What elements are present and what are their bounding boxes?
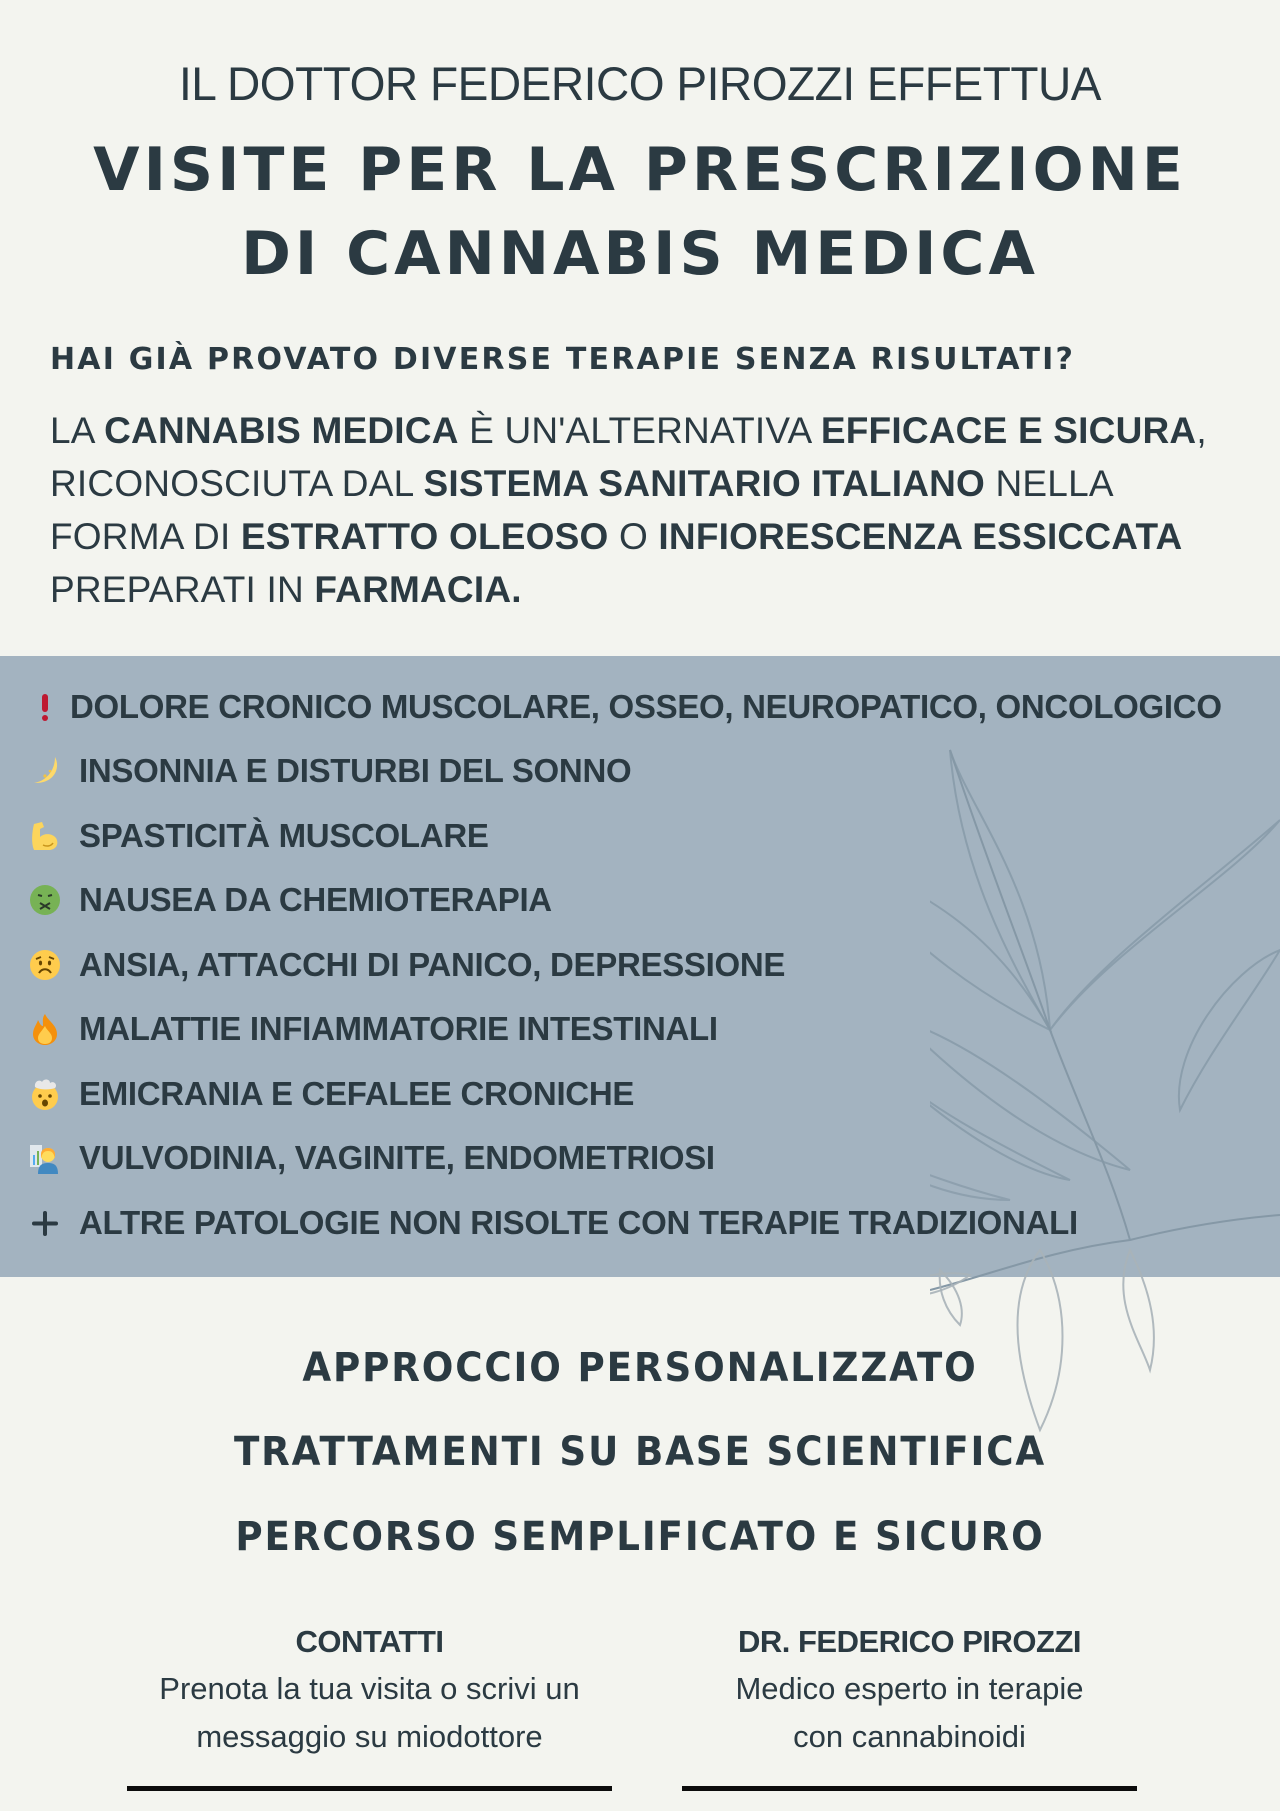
condition-item: INSONNIA E DISTURBI DEL SONNO: [0, 750, 1280, 798]
contacts-block: [127, 1622, 612, 1761]
body-line-4: [50, 568, 522, 612]
body-text: RICONOSCIUTA DAL: [50, 463, 424, 504]
condition-item: NAUSEA DA CHEMIOTERAPIA: [0, 879, 1280, 927]
question-heading: HAI GIÀ PROVATO DIVERSE TERAPIE SENZA RISULTATI?: [50, 342, 1076, 377]
plus-icon: [28, 1206, 62, 1240]
contacts-divider: [127, 1786, 612, 1791]
body-text: PREPARATI IN: [50, 569, 315, 610]
emphasis-text: FARMACIA.: [314, 569, 522, 610]
doctor-line-1: Medico esperto in terapie: [735, 1671, 1084, 1706]
body-line-1: [50, 409, 1207, 453]
exploding-head-icon: [28, 1077, 62, 1111]
condition-item: VULVODINIA, VAGINITE, ENDOMETRIOSI: [0, 1137, 1280, 1185]
emphasis-text: ESTRATTO OLEOSO: [240, 516, 609, 557]
conditions-band: [0, 656, 1280, 1277]
benefit-2: TRATTAMENTI SU BASE SCIENTIFICA: [233, 1429, 1047, 1475]
body-line-2: [50, 462, 1114, 506]
emphasis-text: EFFICACE E SICURA: [820, 410, 1197, 451]
contacts-heading: CONTATTI: [295, 1624, 444, 1659]
emphasis-text: CANNABIS MEDICA: [104, 410, 459, 451]
benefit-3: PERCORSO SEMPLIFICATO E SICURO: [235, 1514, 1045, 1560]
emphasis-text: SISTEMA SANITARIO ITALIANO: [423, 463, 986, 504]
title-line-2: DI CANNABIS MEDICA: [241, 219, 1039, 289]
body-text: È UN'ALTERNATIVA: [458, 410, 821, 451]
flexed-biceps-icon: [28, 819, 62, 853]
condition-item: MALATTIE INFIAMMATORIE INTESTINALI: [0, 1008, 1280, 1056]
condition-item: DOLORE CRONICO MUSCOLARE, OSSEO, NEUROPATICO, ONCOLOGICO: [0, 686, 1280, 734]
condition-item: SPASTICITÀ MUSCOLARE: [0, 815, 1280, 863]
condition-item: EMICRANIA E CEFALEE CRONICHE: [0, 1073, 1280, 1121]
intro-heading: IL DOTTOR FEDERICO PIROZZI EFFETTUA: [178, 57, 1101, 110]
doctor-heading: DR. FEDERICO PIROZZI: [737, 1624, 1082, 1659]
body-text: ,: [1196, 410, 1207, 451]
woman-health-worker-icon: [28, 1141, 62, 1175]
body-line-3: [50, 515, 1182, 559]
body-text: LA: [50, 410, 105, 451]
doctor-block: [682, 1622, 1137, 1761]
doctor-line-2: con cannabinoidi: [793, 1719, 1026, 1754]
crescent-moon-icon: [28, 754, 62, 788]
benefit-1: APPROCCIO PERSONALIZZATO: [302, 1345, 978, 1391]
contacts-line-2: messaggio su miodottore: [196, 1719, 543, 1754]
condition-item: ALTRE PATOLOGIE NON RISOLTE CON TERAPIE TRADIZIONALI: [0, 1202, 1280, 1250]
exclamation-icon: [28, 690, 62, 724]
title-line-1: VISITE PER LA PRESCRIZIONE: [93, 135, 1187, 205]
fire-icon: [28, 1012, 62, 1046]
nauseated-face-icon: [28, 883, 62, 917]
worried-face-icon: [28, 948, 62, 982]
condition-item: ANSIA, ATTACCHI DI PANICO, DEPRESSIONE: [0, 944, 1280, 992]
body-text: O: [608, 516, 659, 557]
doctor-divider: [682, 1786, 1137, 1791]
body-text: FORMA DI: [50, 516, 241, 557]
emphasis-text: INFIORESCENZA ESSICCATA: [658, 516, 1183, 557]
contacts-line-1: Prenota la tua visita o scrivi un: [159, 1671, 580, 1706]
body-text: NELLA: [985, 463, 1114, 504]
